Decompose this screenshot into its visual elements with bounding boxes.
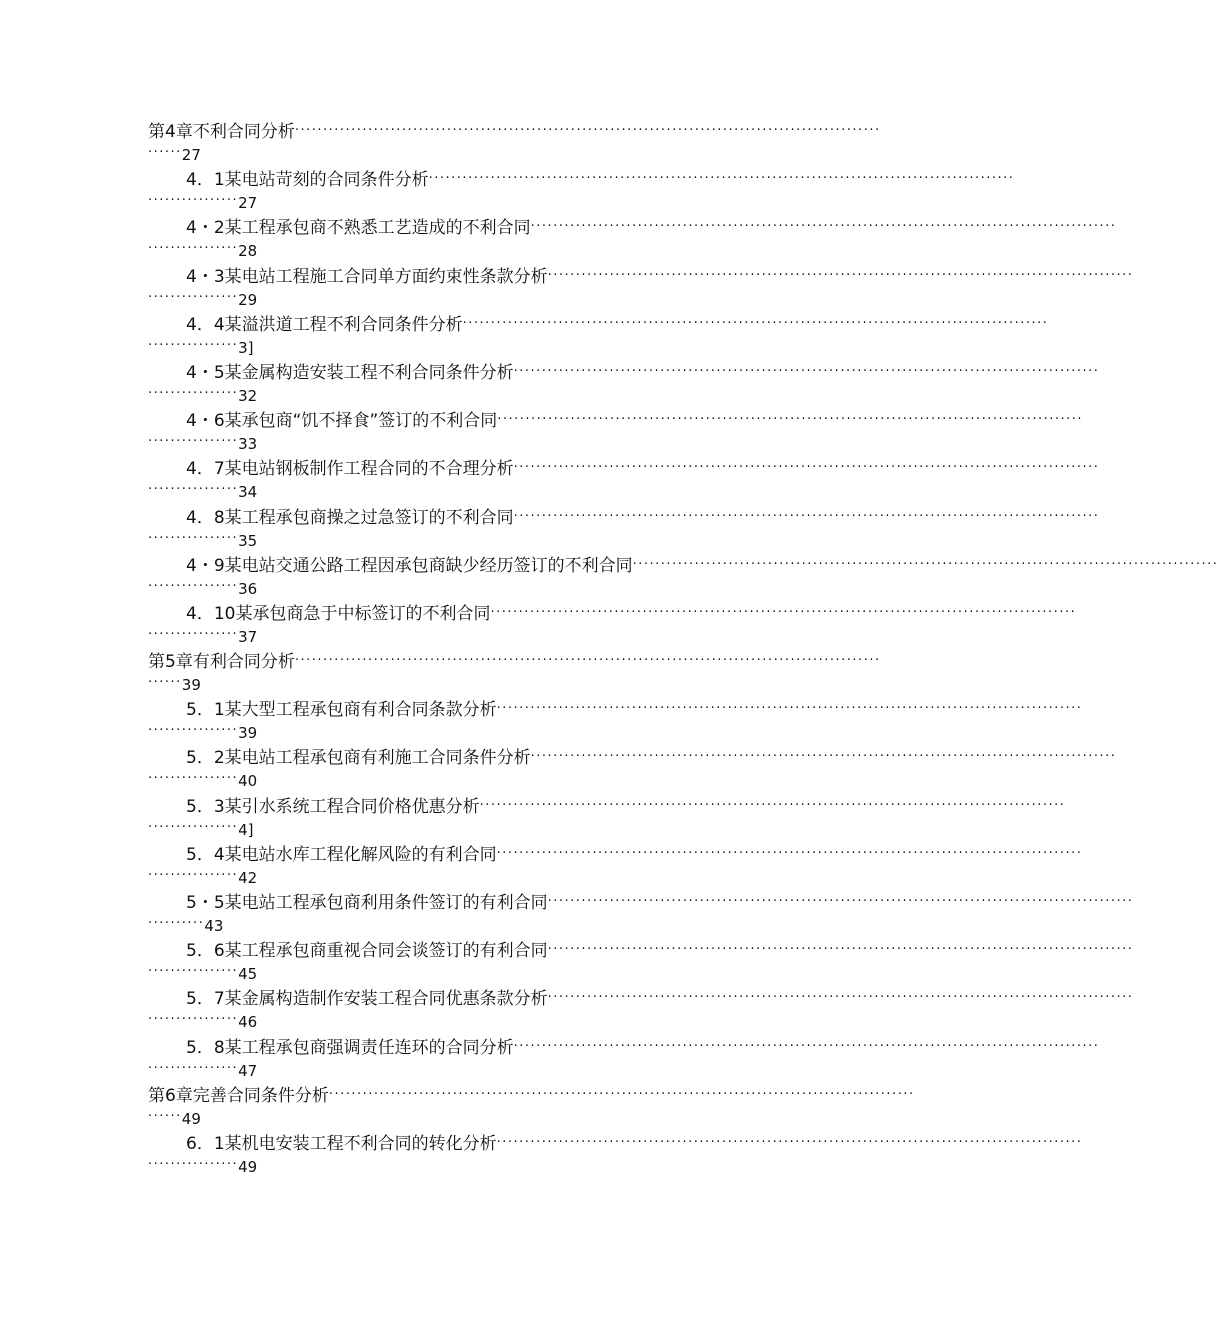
toc-section-entry[interactable] [148,937,1134,985]
toc-leader-dots-continued: ················ [148,771,239,787]
toc-entry-label: 5．8某工程承包商强调责任连环的合同分析 [186,1037,514,1058]
toc-leader-dots: ········································································································ [547,942,1134,958]
toc-page-number: 46 [238,1013,258,1032]
toc-entry-title-line [186,166,1015,192]
toc-leader-dots: ········································································································ [547,267,1134,283]
toc-page-number: 36 [238,579,258,598]
toc-leader-dots-continued: ·········· [148,916,205,931]
toc-page-number: 3] [238,338,254,357]
toc-leader-dots: ········································································································ [513,508,1100,524]
toc-entry-label: 4．8某工程承包商操之过急签订的不利合同 [186,507,514,528]
toc-section-entry[interactable] [148,1034,1100,1082]
toc-entry-title-line [186,214,1117,240]
toc-entry-label: 第6章完善合同条件分析 [148,1085,329,1106]
toc-section-entry[interactable] [148,504,1100,552]
toc-entry-title-line [186,1130,1083,1156]
toc-leader-dots: ········································································································ [497,412,1084,428]
toc-leader-dots: ········································································································ [547,990,1134,1006]
toc-entry-label: 5．2某电站工程承包商有利施工合同条件分析 [186,748,531,769]
toc-entry-title-line [186,359,1100,385]
toc-leader-dots: ········································································································ [496,701,1083,717]
toc-entry-label: 第5章有利合同分析 [148,652,295,673]
toc-page-number: 33 [238,435,258,454]
toc-entry-label: 4・3某电站工程施工合同单方面约束性条款分析 [186,266,548,287]
toc-entry-title-line [186,889,1134,915]
toc-page-number: 34 [238,483,258,502]
toc-entry-label: 4．4某溢洪道工程不利合同条件分析 [186,314,463,335]
toc-entry-label: 6．1某机电安装工程不利合同的转化分析 [186,1133,497,1154]
toc-entry-title-line [186,841,1083,867]
toc-leader-dots-continued: ················ [148,482,239,498]
toc-entry-page-line [148,578,257,600]
toc-entry-label: 5．3某引水系统工程合同价格优惠分析 [186,796,480,817]
toc-section-entry[interactable] [148,263,1134,311]
toc-page-number: 27 [181,146,201,164]
toc-leader-dots-continued: ················ [148,867,239,883]
toc-leader-dots-continued: ················ [148,434,239,450]
toc-entry-label: 4・5某金属构造安装工程不利合同条件分析 [186,362,514,383]
toc-entry-page-line [148,385,257,407]
toc-entry-page-line [148,337,254,359]
toc-leader-dots-continued: ················ [148,626,239,642]
toc-leader-dots-continued: ······ [148,1108,182,1124]
toc-entry-page-line [148,240,257,262]
toc-entry-page-line [148,1011,257,1033]
toc-entry-page-line [148,915,223,937]
toc-entry-page-line [148,530,257,552]
toc-page-number: 28 [238,242,258,261]
toc-entry-label: 4．7某电站钢板制作工程合同的不合理分析 [186,459,514,480]
toc-entry-title-line [148,118,881,144]
toc-page-number: 43 [204,917,224,935]
toc-entry-title-line [186,504,1100,530]
toc-chapter-entry[interactable] [148,648,881,696]
toc-section-entry[interactable] [148,359,1100,407]
toc-leader-dots-continued: ················ [148,578,239,594]
toc-section-entry[interactable] [148,744,1117,792]
toc-section-entry[interactable] [148,889,1134,937]
toc-leader-dots: ········································································································ [428,171,1015,187]
toc-entry-title-line [186,311,1049,337]
toc-entry-label: 第4章不利合同分析 [148,122,295,142]
toc-entry-label: 5．6某工程承包商重视合同会谈签订的有利合同 [186,941,548,962]
toc-entry-page-line [148,867,257,889]
toc-section-entry[interactable] [148,455,1100,503]
toc-leader-dots-continued: ················ [148,723,239,739]
toc-entry-page-line [148,1156,257,1178]
toc-entry-title-line [186,552,1218,578]
toc-entry-page-line [148,722,257,744]
toc-leader-dots-continued: ······ [148,675,182,691]
toc-leader-dots-continued: ················ [148,1060,239,1076]
toc-page-number: 40 [238,772,258,791]
toc-entry-title-line [186,985,1134,1011]
toc-leader-dots: ········································································································ [530,749,1117,765]
toc-leader-dots: ········································································································ [530,219,1117,235]
toc-entry-page-line [148,144,201,166]
toc-entry-page-line [148,626,257,648]
toc-leader-dots: ········································································································ [294,653,881,669]
toc-leader-dots: ········································································································ [328,1086,915,1102]
toc-leader-dots-continued: ················ [148,241,239,257]
toc-leader-dots: ········································································································ [547,894,1134,909]
toc-entry-title-line [186,600,1077,626]
toc-section-entry[interactable] [148,1130,1083,1178]
toc-entry-title-line [186,263,1134,289]
toc-leader-dots: ········································································································ [513,1038,1100,1054]
toc-chapter-entry[interactable] [148,1082,915,1130]
toc-leader-dots: ········································································································ [513,363,1100,379]
toc-section-entry[interactable] [148,696,1083,744]
toc-leader-dots-continued: ················ [148,530,239,546]
toc-page-number: 37 [238,627,258,646]
toc-entry-label: 4．1某电站苛刻的合同条件分析 [186,170,429,191]
toc-leader-dots-continued: ················ [148,193,239,209]
toc-entry-title-line [186,407,1084,433]
toc-section-entry[interactable] [148,600,1077,648]
toc-page-number: 29 [238,290,258,309]
toc-page-number: 27 [238,194,258,213]
toc-leader-dots-continued: ················ [148,385,239,401]
toc-entry-title-line [186,937,1134,963]
toc-section-entry[interactable] [148,552,1218,600]
toc-page-number: 39 [181,676,201,695]
toc-leader-dots: ········································································································ [632,556,1218,572]
toc-section-entry[interactable] [148,985,1134,1033]
toc-entry-label: 4・9某电站交通公路工程因承包商缺少经历签订的不利合同 [186,555,633,576]
toc-entry-title-line [186,793,1066,819]
toc-leader-dots: ········································································································ [479,797,1066,813]
toc-chapter-entry[interactable] [148,118,881,166]
toc-leader-dots-continued: ················ [148,1012,239,1028]
toc-page-number: 35 [238,531,258,550]
toc-entry-label: 5．4某电站水库工程化解风险的有利合同 [186,844,497,865]
toc-page-number: 39 [238,724,258,743]
toc-entry-page-line [148,433,257,455]
toc-leader-dots: ········································································································ [513,460,1100,476]
toc-section-entry[interactable] [148,841,1083,889]
toc-entry-label: 4・2某工程承包商不熟悉工艺造成的不利合同 [186,218,531,239]
toc-entry-label: 5．1某大型工程承包商有利合同条款分析 [186,700,497,721]
toc-leader-dots: ········································································································ [462,315,1049,331]
toc-entry-label: 5・5某电站工程承包商利用条件签订的有利合同 [186,893,548,913]
toc-entry-title-line [186,696,1083,722]
toc-page-number: 32 [238,386,258,405]
toc-leader-dots: ········································································································ [496,1134,1083,1150]
toc-entry-page-line [148,289,257,311]
toc-entry-label: 4・6某承包商“饥不择食”签订的不利合同 [186,411,498,432]
toc-entry-page-line [148,1060,257,1082]
toc-leader-dots-continued: ················ [148,289,239,305]
toc-leader-dots: ········································································································ [496,845,1083,861]
toc-entry-page-line [148,481,257,503]
table-of-contents [148,118,1218,1178]
toc-page-number: 4] [238,820,254,839]
toc-entry-page-line [148,1108,201,1130]
toc-section-entry[interactable] [148,407,1084,455]
toc-leader-dots: ········································································································ [294,123,881,138]
toc-entry-title-line [186,1034,1100,1060]
toc-page-number: 42 [238,868,258,887]
toc-page-number: 47 [238,1061,258,1080]
toc-entry-page-line [148,192,257,214]
toc-entry-page-line [148,770,257,792]
toc-entry-title-line [148,648,881,674]
toc-entry-title-line [148,1082,915,1108]
toc-leader-dots-continued: ······ [148,145,182,160]
toc-leader-dots: ········································································································ [490,604,1077,620]
toc-leader-dots-continued: ················ [148,1156,239,1172]
toc-page-number: 49 [181,1109,201,1128]
toc-entry-label: 5．7某金属构造制作安装工程合同优惠条款分析 [186,989,548,1010]
toc-page-number: 45 [238,965,258,984]
toc-section-entry[interactable] [148,214,1117,262]
toc-entry-page-line [148,819,254,841]
toc-leader-dots-continued: ················ [148,337,239,353]
toc-section-entry[interactable] [148,166,1015,214]
toc-entry-title-line [186,744,1117,770]
toc-leader-dots-continued: ················ [148,819,239,835]
toc-entry-label: 4．10某承包商急于中标签订的不利合同 [186,603,491,624]
toc-section-entry[interactable] [148,311,1049,359]
toc-section-entry[interactable] [148,793,1066,841]
toc-page-number: 49 [238,1157,258,1176]
toc-entry-page-line [148,674,201,696]
toc-entry-page-line [148,963,257,985]
toc-leader-dots-continued: ················ [148,964,239,980]
toc-entry-title-line [186,455,1100,481]
